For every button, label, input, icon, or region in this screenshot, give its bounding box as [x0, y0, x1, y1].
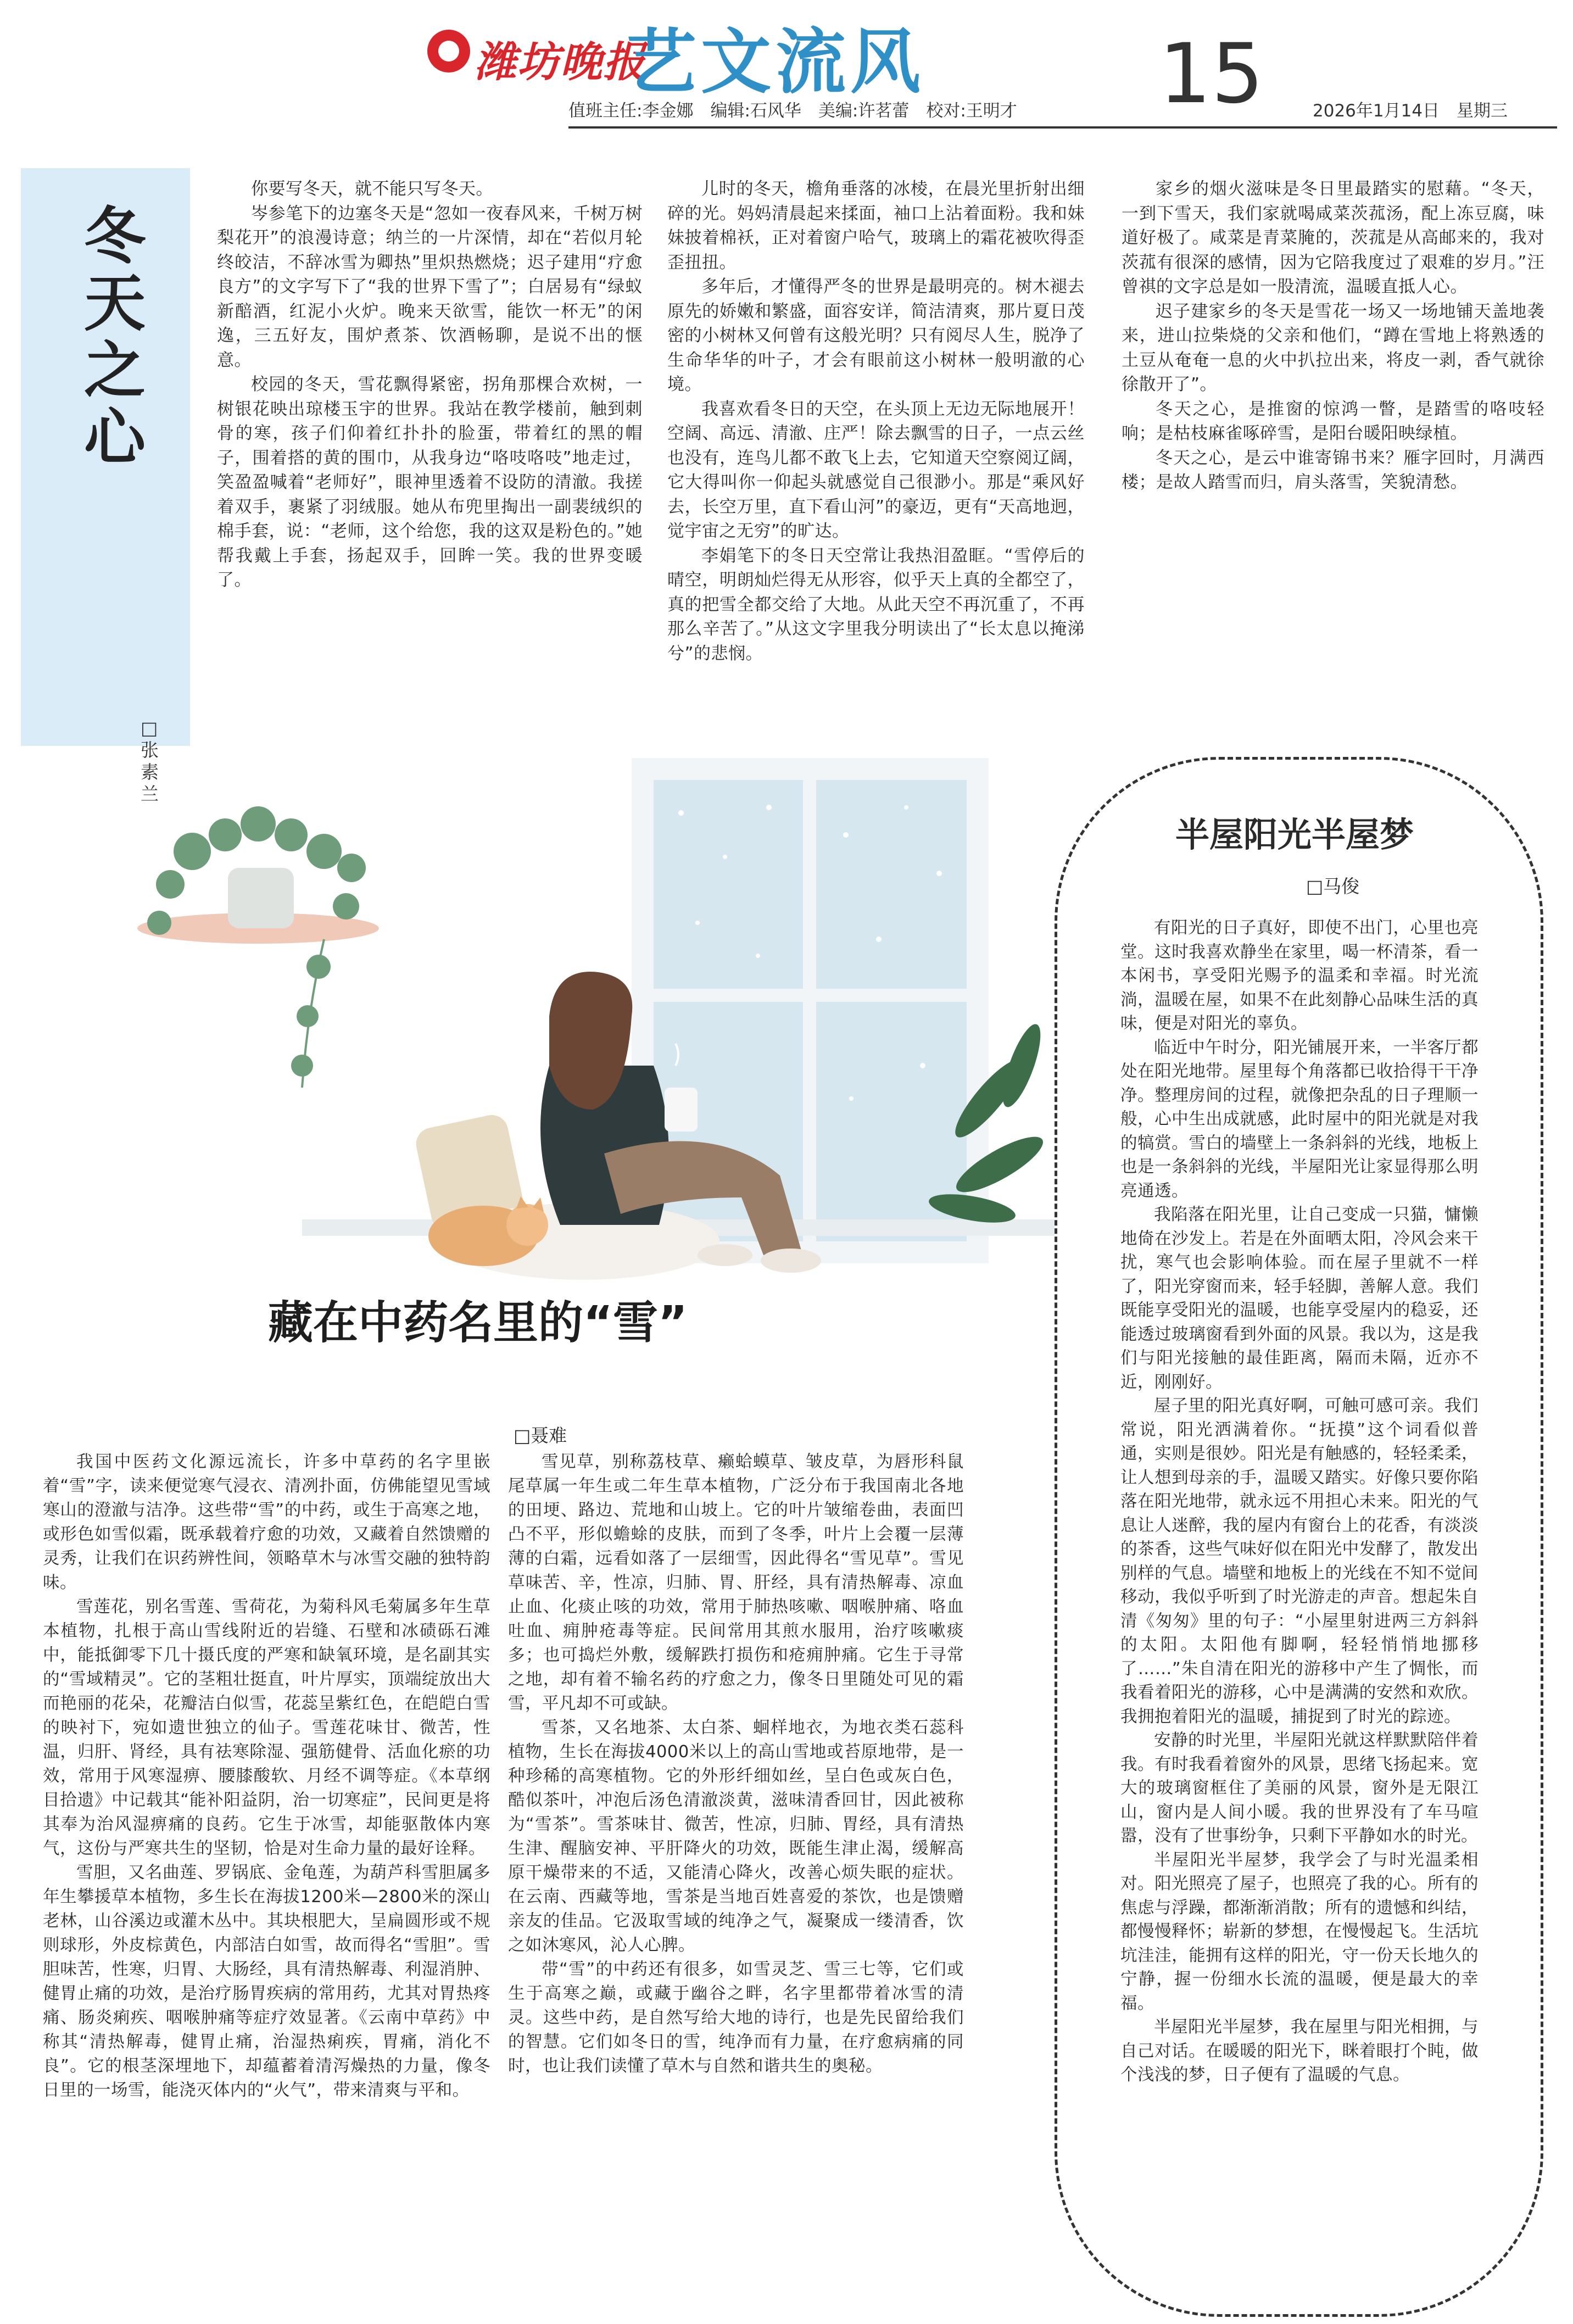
- paragraph: 你要写冬天，就不能只写冬天。: [251, 179, 493, 199]
- logo-mark-icon: [427, 30, 470, 73]
- section-title: 艺文流风: [626, 21, 925, 103]
- article2-author: □聂难: [514, 1425, 567, 1446]
- article3-author: □马俊: [1306, 876, 1360, 897]
- issue-date: 2026年1月14日 星期三: [1313, 101, 1508, 121]
- article3-title: 半屋阳光半屋梦: [1175, 815, 1414, 855]
- paragraph: 半屋阳光半屋梦，我学会了与时光温柔相对。阳光照亮了屋子，也照亮了我的心。所有的焦虑与浮躁，都渐渐消散；所有的遗憾和纠结，都慢慢释怀；崭新的梦想，在慢慢起飞。生活坑坑洼洼，能拥有这样的阳光，守一份天长地久的宁静，握一份细水长流的温暖，便是最大的幸福。: [1120, 1850, 1479, 2013]
- paragraph: 李娟笔下的冬日天空常让我热泪盈眶。“雪停后的晴空，明朗灿烂得无从形容，似乎天上真的全都空了，真的把雪全都交给了大地。从此天空不再沉重了，不再那么辛苦了。”从这文字里我分明读出了“长太息以掩涕兮”的悲悯。: [667, 545, 1085, 664]
- article3-column: [1120, 916, 1479, 2087]
- paragraph: 我国中医药文化源远流长，许多中草药的名字里嵌着“雪”字，读来便觉寒气浸衣、清冽扑面，仿佛能望见雪域寒山的澄澈与洁净。这些带“雪”的中药，或生于高寒之地，或形色如雪似霜，既承载着疗愈的功效，又藏着自然馈赠的灵秀，让我们在识药辨性间，领略草木与冰雪交融的独特韵味。: [43, 1452, 490, 1592]
- article2-column-1: [43, 1450, 490, 2103]
- paragraph: 迟子建家乡的冬天是雪花一场又一场地铺天盖地袭来，进山拉柴烧的父亲和他们，“蹲在雪地上将熟透的土豆从奄奄一息的火中扒拉出来，将皮一剥，香气就徐徐散开了”。: [1122, 301, 1544, 394]
- article1-column-3: [1122, 177, 1544, 495]
- paragraph: 屋子里的阳光真好啊，可触可感可亲。我们常说，阳光洒满着你。“抚摸”这个词看似普通，实则是很妙。阳光是有触感的，轻轻柔柔，让人想到母亲的手，温暖又踏实。好像只要你陷落在阳光地带，就永远不用担心未来。阳光的气息让人迷醉，我的屋内有窗台上的花香，有淡淡的茶香，这些气味好似在阳光中发酵了，散发出别样的气息。墙壁和地板上的光线在不知不觉间移动，我似乎听到了时光游走的声音。想起朱自清《匆匆》里的句子：“小屋里射进两三方斜斜的太阳。太阳他有脚啊，轻轻悄悄地挪移了……”朱自清在阳光的游移中产生了惆怅，而我看着阳光的游移，心中是满满的安然和欢欣。我拥抱着阳光的温暖，捕捉到了时光的踪迹。: [1120, 1396, 1479, 1726]
- editor-credits: 值班主任:李金娜 编辑:石风华 美编:许茗蕾 校对:王明才: [568, 101, 1017, 121]
- paragraph: 儿时的冬天，檐角垂落的冰棱，在晨光里折射出细碎的光。妈妈清晨起来揉面，袖口上沾着面粉。我和妹妹披着棉袄，正对着窗户哈气，玻璃上的霜花被吹得歪歪扭扭。: [667, 179, 1085, 272]
- window-mullion-v: [803, 780, 816, 1241]
- page-number: 15: [1159, 26, 1264, 122]
- paragraph: 岑参笔下的边塞冬天是“忽如一夜春风来，千树万树梨花开”的浪漫诗意；纳兰的一片深情，却在“若似月轮终皎洁，不辞冰雪为卿热”里炽热燃烧；迟子建用“疗愈良方”的文字写下了“我的世界下雪了”；白居易有“绿蚁新醅酒，红泥小火炉。晚来天欲雪，能饮一杯无”的闲逸，三五好友，围炉煮茶、饮酒畅聊，是说不出的惬意。: [217, 203, 643, 370]
- article1-column-2: [667, 177, 1085, 666]
- article1-title-panel: [21, 168, 190, 805]
- article2-title: 藏在中药名里的“雪”: [268, 1297, 688, 1349]
- winter-window-illustration: [110, 758, 1055, 1318]
- logo-text: 潍坊晚报: [475, 37, 646, 86]
- article1-author: □张素兰: [141, 717, 159, 805]
- paragraph: 半屋阳光半屋梦，我在屋里与阳光相拥，与自己对话。在暖暖的阳光下，眯着眼打个盹，做个浅浅的梦，日子便有了温暖的气息。: [1120, 2018, 1479, 2085]
- paragraph: 校园的冬天，雪花飘得紧密，拐角那棵合欢树，一树银花映出琼楼玉宇的世界。我站在教学楼前，触到刺骨的寒，孩子们仰着红扑扑的脸蛋，带着红的黑的帽子，围着搭的黄的围巾，从我身边“咯吱咯吱”地走过，笑盈盈喊着“老师好”，眼神里透着不设防的清澈。我搓着双手，裹紧了羽绒服。她从布兜里掏出一副裴绒织的棉手套，说：“老师，这个给您，我的这双是粉色的。”她帮我戴上手套，扬起双手，回眸一笑。我的世界变暖了。: [217, 375, 643, 590]
- paragraph: 家乡的烟火滋味是冬日里最踏实的慰藉。“冬天，一到下雪天，我们家就喝咸菜茨菰汤，配上冻豆腐，味道好极了。咸菜是青菜腌的，茨菰是从高邮来的，我对茨菰有很深的感情，因为它陪我度过了艰难的岁月。”汪曾祺的文字总是如一股清流，温暖直抵人心。: [1122, 179, 1544, 297]
- paragraph: 安静的时光里，半屋阳光就这样默默陪伴着我。有时我看着窗外的风景，思绪飞扬起来。宽大的玻璃窗框住了美丽的风景，窗外是无限江山，窗内是人间小暖。我的世界没有了车马喧嚣，没有了世事纷争，只剩下平静如水的时光。: [1120, 1731, 1479, 1846]
- paragraph: 雪见草，别称荔枝草、癞蛤蟆草、皱皮草，为唇形科鼠尾草属一年生或二年生草本植物，广泛分布于我国南北各地的田埂、路边、荒地和山坡上。它的叶片皱缩卷曲，表面凹凸不平，形似蟾蜍的皮肤，而到了冬季，叶片上会覆一层薄薄的白霜，远看如落了一层细雪，因此得名“雪见草”。雪见草味苦、辛，性凉，归肺、胃、肝经，具有清热解毒、凉血止血、化痰止咳的功效，常用于肺热咳嗽、咽喉肿痛、咯血吐血、痈肿疮毒等症。民间常用其煎水服用，治疗咳嗽痰多；也可捣烂外敷，缓解跌打损伤和疮痈肿痛。它生于寻常之地，却有着不输名药的疗愈之力，像冬日里随处可见的霜雪，平凡却不可或缺。: [508, 1452, 964, 1713]
- masthead-rule: [568, 126, 1557, 129]
- paragraph: 雪胆，又名曲莲、罗锅底、金龟莲，为葫芦科雪胆属多年生攀援草本植物，多生长在海拔1200米—2800米的深山老林，山谷溪边或灌木丛中。其块根肥大，呈扁圆形或不规则球形，外皮棕黄色，内部洁白如雪，故而得名“雪胆”。雪胆味苦，性寒，归胃、大肠经，具有清热解毒、利湿消肿、健胃止痛的功效，是治疗肠胃疾病的常用药，尤其对胃热疼痛、肠炎痢疾、咽喉肿痛等症疗效显著。《云南中草药》中称其“清热解毒，健胃止痛，治湿热痢疾，胃痛，消化不良”。它的根茎深埋地下，却蕴蓄着清泻燥热的力量，像冬日里的一场雪，能浇灭体内的“火气”，带来清爽与平和。: [43, 1863, 490, 2100]
- paragraph: 冬天之心，是推窗的惊鸿一瞥，是踏雪的咯吱轻响；是枯枝麻雀啄碎雪，是阳台暖阳映绿植。: [1122, 399, 1544, 443]
- paragraph: 我陷落在阳光里，让自己变成一只猫，慵懒地倚在沙发上。若是在外面晒太阳，冷风会来干扰，寒气也会影响体验。而在屋子里就不一样了，阳光穿窗而来，轻手轻脚，善解人意。我们既能享受阳光的温暖，也能享受屋内的稳妥，还能透过玻璃窗看到外面的风景。我以为，这是我们与阳光接触的最佳距离，隔而未隔，近亦不近，刚刚好。: [1120, 1205, 1479, 1392]
- flower-pot: [228, 868, 294, 928]
- paragraph: 带“雪”的中药还有很多，如雪灵芝、雪三七等，它们或生于高寒之巅，或藏于幽谷之畔，名字里都带着冰雪的清灵。这些中药，是自然写给大地的诗行，也是先民留给我们的智慧。它们如冬日的雪，纯净而有力量，在疗愈病痛的同时，也让我们读懂了草木与自然和谐共生的奥秘。: [508, 1960, 964, 2076]
- paragraph: 雪莲花，别名雪莲、雪荷花，为菊科风毛菊属多年生草本植物，扎根于高山雪线附近的岩缝、石壁和冰碛砾石滩中，能抵御零下几十摄氏度的严寒和缺氧环境，是名副其实的“雪域精灵”。它的茎粗壮挺直，叶片厚实，顶端绽放出大而艳丽的花朵，花瓣洁白似雪，花蕊呈紫红色，在皑皑白雪的映衬下，宛如遗世独立的仙子。雪莲花味甘、微苦，性温，归肝、肾经，具有祛寒除湿、强筋健骨、活血化瘀的功效，常用于风寒湿痹、腰膝酸软、月经不调等症。《本草纲目拾遗》中记载其“能补阳益阴，治一切寒症”，民间更是将其奉为治风湿痹痛的良药。它生于冰雪，却能驱散体内寒气，这份与严寒共生的坚韧，恰是对生命力量的最好诠释。: [43, 1597, 490, 1858]
- paragraph: 我喜欢看冬日的天空，在头顶上无边无际地展开！空阔、高远、清澈、庄严！除去飘雪的日子，一点云丝也没有，连鸟儿都不敢飞上去，它知道天空察阅辽阔，它大得叫你一仰起头就感觉自己很渺小。那是“乘风好去，长空万里，直下看山河”的豪迈，更有“天高地迥，觉宇宙之无穷”的旷达。: [667, 399, 1085, 541]
- paragraph: 有阳光的日子真好，即使不出门，心里也亮堂。这时我喜欢静坐在家里，喝一杯清茶，看一本闲书，享受阳光赐予的温柔和幸福。时光流淌，温暖在屋，如果不在此刻静心品味生活的真味，便是对阳光的辜负。: [1120, 918, 1479, 1033]
- article2-column-2: [508, 1450, 964, 2078]
- paragraph: 冬天之心，是云中谁寄锦书来？雁字回时，月满西楼；是故人踏雪而归，肩头落雪，笑貌清愁。: [1122, 448, 1544, 492]
- paragraph: 临近中午时分，阳光铺展开来，一半客厅都处在阳光地带。屋里每个角落都已收拾得干干净净。整理房间的过程，就像把杂乱的日子理顺一般，心中生出成就感，此时屋中的阳光就是对我的犒赏。雪白的墙壁上一条斜斜的光线，地板上也是一条斜斜的光线，半屋阳光让家显得那么明亮通透。: [1120, 1038, 1479, 1201]
- article1-column-1: [217, 177, 643, 593]
- article1-title: 冬天之心: [84, 201, 146, 473]
- paragraph: 多年后，才懂得严冬的世界是最明亮的。树木褪去原先的娇嫩和繁盛，面容安详，简洁清爽，那片夏日茂密的小树林又何曾有这般光明？只有阅尽人生，脱净了生命华华的叶子，才会有眼前这小树林一般明澈的心境。: [667, 277, 1085, 394]
- paragraph: 雪茶，又名地茶、太白茶、蛔样地衣，为地衣类石蕊科植物，生长在海拔4000米以上的高山雪地或苔原地带，是一种珍稀的高寒植物。它的外形纤细如丝，呈白色或灰白色，酷似茶叶，冲泡后汤色清澈淡黄，滋味清香回甘，因此被称为“雪茶”。雪茶味甘、微苦，性凉，归肺、胃经，具有清热生津、醒脑安神、平肝降火的功效，既能生津止渴，缓解高原干燥带来的不适，又能清心降火，改善心烦失眠的症状。在云南、西藏等地，雪茶是当地百姓喜爱的茶饮，也是馈赠亲友的佳品。它汲取雪域的纯净之气，凝聚成一缕清香，饮之如沐寒风，沁人心脾。: [508, 1718, 964, 1955]
